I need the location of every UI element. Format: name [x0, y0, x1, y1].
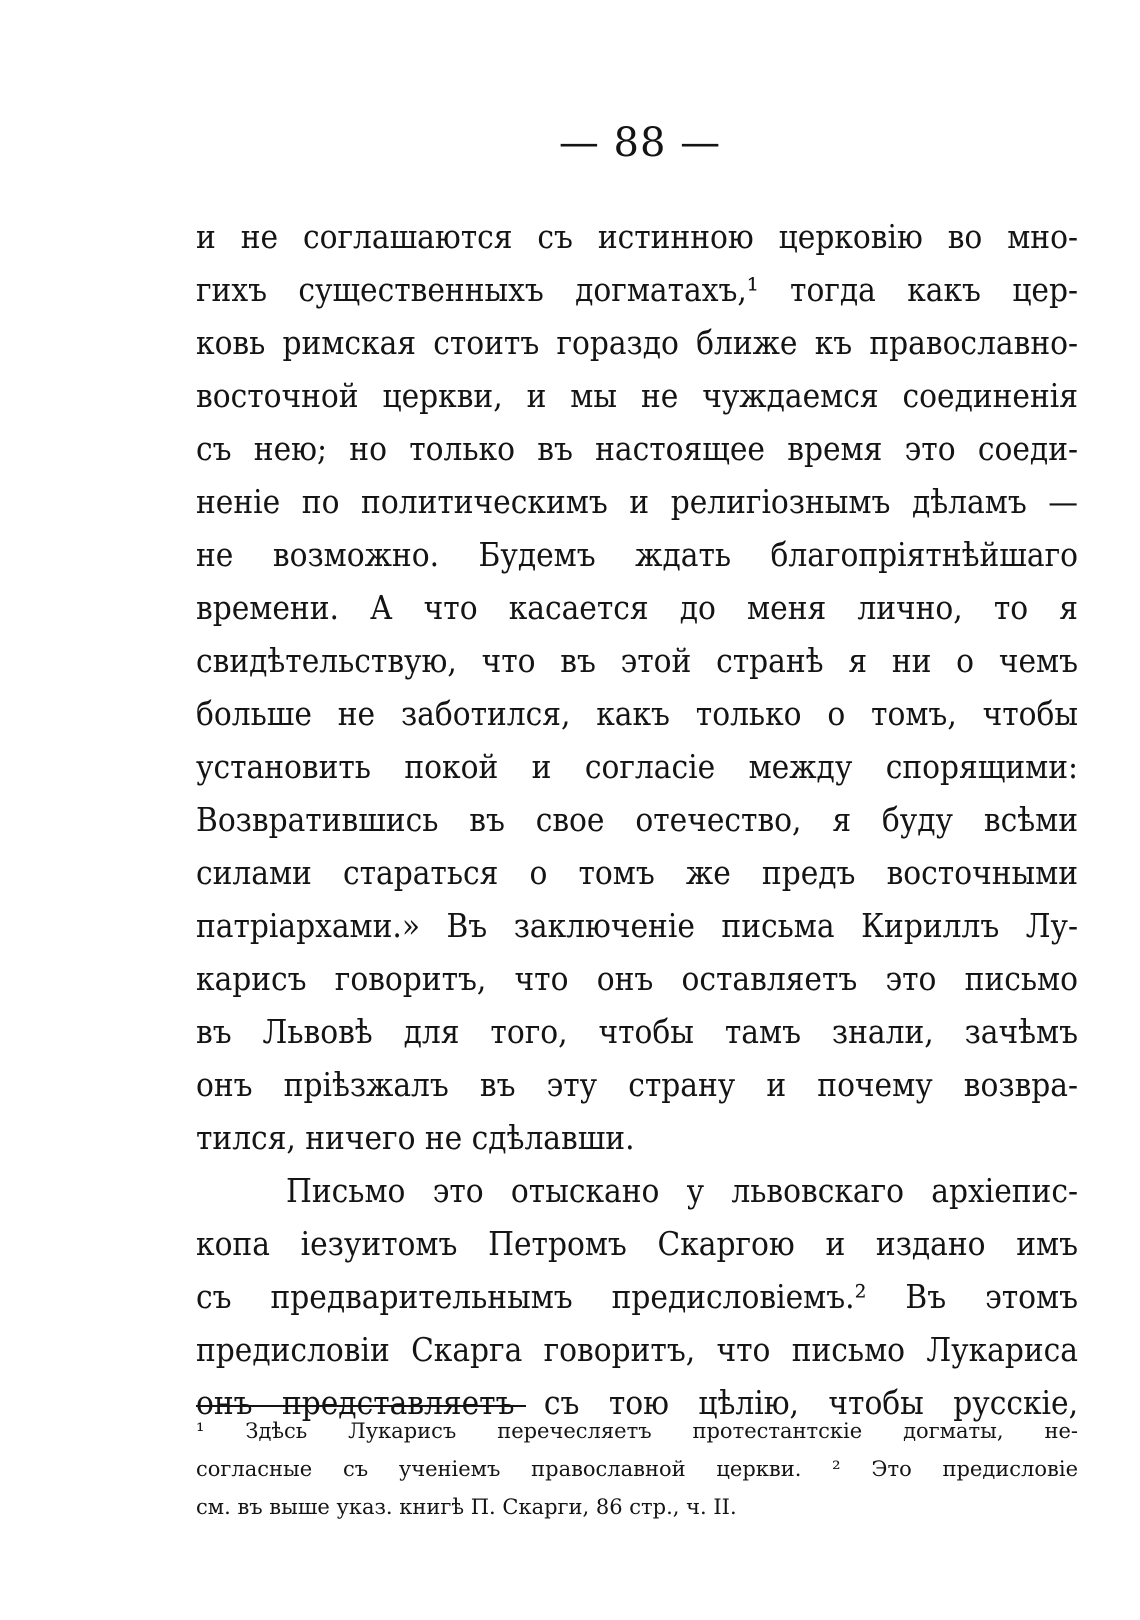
text-line: силами стараться о томъ же предъ восточными — [196, 853, 1078, 892]
text-line: восточной церкви, и мы не чуждаемся соединенія — [196, 376, 1078, 415]
footnote-line: ¹ Здѣсь Лукарисъ перечесляетъ протестантскіе догматы, не- — [196, 1419, 1078, 1443]
text-line: предисловіи Скарга говоритъ, что письмо Лукариса — [196, 1330, 1078, 1369]
text-line: съ нею; но только въ настоящее время это соеди- — [196, 429, 1078, 468]
text-line: карисъ говоритъ, что онъ оставляетъ это письмо — [196, 959, 1078, 998]
text-line: тился, ничего не сдѣлавши. — [196, 1118, 635, 1157]
footnote-divider — [196, 1405, 526, 1407]
text-line: патріархами.» Въ заключеніе письма Кириллъ Лу- — [196, 906, 1078, 945]
text-line: свидѣтельствую, что въ этой странѣ я ни о чемъ — [196, 641, 1078, 680]
text-line: ковь римская стоитъ гораздо ближе къ православно- — [196, 323, 1078, 362]
text-line: больше не заботился, какъ только о томъ, чтобы — [196, 694, 1078, 733]
text-line: гихъ существенныхъ догматахъ,¹ тогда какъ цер- — [196, 270, 1078, 309]
text-line: времени. А что касается до меня лично, то я — [196, 588, 1078, 627]
text-line: онъ представляетъ съ тою цѣлію, чтобы русскіе, — [196, 1383, 1078, 1422]
footnote-line: согласные съ ученіемъ православной церкви. ² Это предисловіе — [196, 1457, 1078, 1481]
text-line: въ Львовѣ для того, чтобы тамъ знали, зачѣмъ — [196, 1012, 1078, 1051]
footnotes — [196, 1412, 1078, 1526]
text-line: Письмо это отыскано у львовскаго архіепис- — [286, 1171, 1078, 1210]
text-line: Возвратившись въ свое отечество, я буду всѣми — [196, 800, 1078, 839]
text-line: и не соглашаются съ истинною церковію во мно- — [196, 217, 1078, 256]
text-line: онъ пріѣзжалъ въ эту страну и почему возвра- — [196, 1065, 1078, 1104]
text-line: копа іезуитомъ Петромъ Скаргою и издано имъ — [196, 1224, 1078, 1263]
text-line: установить покой и согласіе между спорящими: — [196, 747, 1078, 786]
text-line: неніе по политическимъ и религіознымъ дѣламъ — — [196, 482, 1078, 521]
main-text — [196, 210, 1078, 1429]
text-line: не возможно. Будемъ ждать благопріятнѣйшаго — [196, 535, 1078, 574]
footnote-line: см. въ выше указ. книгѣ П. Скарги, 86 стр., ч. II. — [196, 1495, 737, 1519]
page-number: — 88 — — [558, 120, 722, 166]
text-line: съ предварительнымъ предисловіемъ.² Въ этомъ — [196, 1277, 1078, 1316]
